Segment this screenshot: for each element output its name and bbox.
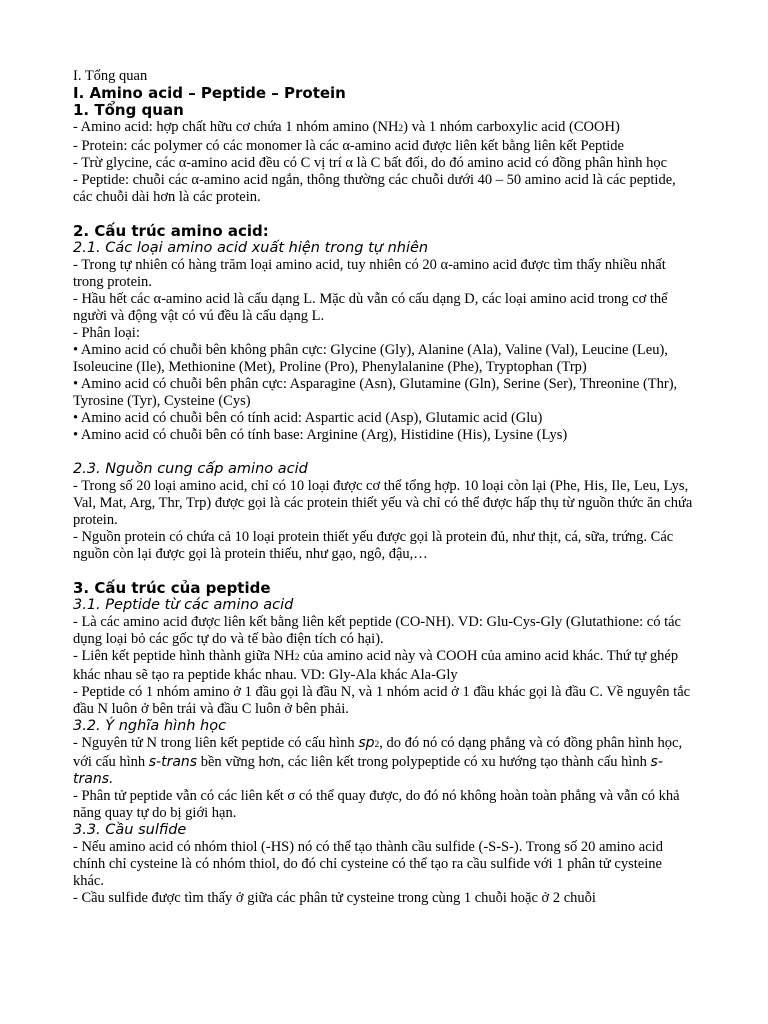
document-title: I. Amino acid – Peptide – Protein bbox=[73, 84, 346, 102]
paragraph: - Nguyên tử N trong liên kết peptide có cấu hình sp2, do đó nó có dạng phẳng và có đồng phân hình học, với cấu hình s-trans bền vững hơn, các liên kết trong polypeptide có xu hướng tạo thành cấu hình s-trans. bbox=[73, 735, 683, 787]
paragraph: - Nếu amino acid có nhóm thiol (-HS) nó có thể tạo thành cầu sulfide (-S-S-). Trong số 20 amino acid chính chỉ cysteine là có nhóm thiol, do đó chỉ cysteine có thể tạo ra cầu sulfide với 1 phân tử cysteine khác. bbox=[73, 839, 663, 889]
paragraph: - Hầu hết các α-amino acid là cấu dạng L. Mặc dù vẫn có cấu dạng D, các loại amino acid trong cơ thể người và động vật có vú đều là cấu dạng L. bbox=[73, 291, 668, 324]
paragraph: - Trong số 20 loại amino acid, chỉ có 10 loại được cơ thể tổng hợp. 10 loại còn lại (Phe, His, Ile, Leu, Lys, Val, Mat, Arg, Thr, Trp) được gọi là các protein thiết yếu và chỉ có thể được hấp thụ từ nguồn thức ăn chứa protein. bbox=[73, 478, 693, 528]
paragraph: - Trừ glycine, các α-amino acid đều có C vị trí α là C bất đối, do đó amino acid có đồng phân hình học bbox=[73, 155, 668, 171]
document-label: I. Tổng quan bbox=[73, 68, 148, 84]
section-1-heading: 1. Tổng quan bbox=[73, 101, 184, 119]
document-content bbox=[73, 68, 693, 907]
subsection-2-1-heading: 2.1. Các loại amino acid xuất hiện trong tự nhiên bbox=[73, 240, 429, 256]
paragraph: - Nguồn protein có chứa cả 10 loại protein thiết yếu được gọi là protein đủ, như thịt, cá, sữa, trứng. Các nguồn còn lại được gọi là protein thiếu, như gạo, ngô, đậu,… bbox=[73, 529, 674, 562]
paragraph: - Peptide: chuỗi các α-amino acid ngắn, thông thường các chuỗi dưới 40 – 50 amino acid là các peptide, các chuỗi dài hơn là các protein. bbox=[73, 172, 676, 205]
paragraph: - Amino acid: hợp chất hữu cơ chứa 1 nhóm amino (NH2) và 1 nhóm carboxylic acid (COOH) bbox=[73, 119, 620, 135]
bullet-item: • Amino acid có chuỗi bên có tính base: Arginine (Arg), Histidine (His), Lysine (Lys) bbox=[73, 427, 568, 443]
subsection-2-3-heading: 2.3. Nguồn cung cấp amino acid bbox=[73, 461, 308, 477]
bullet-item: • Amino acid có chuỗi bên có tính acid: Aspartic acid (Asp), Glutamic acid (Glu) bbox=[73, 410, 543, 426]
subsection-3-3-heading: 3.3. Cầu sulfide bbox=[73, 822, 187, 838]
paragraph: - Peptide có 1 nhóm amino ở 1 đầu gọi là đầu N, và 1 nhóm acid ở 1 đầu khác gọi là đầu C. Về nguyên tắc đầu N luôn ở bên trái và đầu C luôn ở bên phải. bbox=[73, 684, 691, 717]
subsection-3-1-heading: 3.1. Peptide từ các amino acid bbox=[73, 597, 294, 613]
bullet-item: • Amino acid có chuỗi bên không phân cực: Glycine (Gly), Alanine (Ala), Valine (Val), Leucine (Leu), Isoleucine (Ile), Methionine (Met), Proline (Pro), Phenylalanine (Phe), Tryptophan (Trp) bbox=[73, 342, 668, 375]
paragraph: - Liên kết peptide hình thành giữa NH2 của amino acid này và COOH của amino acid khác. Thứ tự ghép khác nhau sẽ tạo ra peptide khác nhau. VD: Gly-Ala khác Ala-Gly bbox=[73, 648, 679, 683]
section-2-heading: 2. Cấu trúc amino acid: bbox=[73, 222, 269, 240]
bullet-item: • Amino acid có chuỗi bên phân cực: Asparagine (Asn), Glutamine (Gln), Serine (Ser), Threonine (Thr), Tyrosine (Tyr), Cysteine (Cys) bbox=[73, 376, 678, 409]
paragraph: - Trong tự nhiên có hàng trăm loại amino acid, tuy nhiên có 20 α-amino acid được tìm thấy nhiều nhất trong protein. bbox=[73, 257, 666, 290]
subsection-3-2-heading: 3.2. Ý nghĩa hình học bbox=[73, 718, 227, 734]
paragraph: - Cầu sulfide được tìm thấy ở giữa các phân tử cysteine trong cùng 1 chuỗi hoặc ở 2 chuỗi bbox=[73, 890, 596, 906]
paragraph: - Là các amino acid được liên kết bằng liên kết peptide (CO-NH). VD: Glu-Cys-Gly (Glutathione: có tác dụng loại bỏ các gốc tự do và tế bào điện tích có hại). bbox=[73, 614, 681, 647]
paragraph: - Phân loại: bbox=[73, 325, 140, 341]
paragraph: - Protein: các polymer có các monomer là các α-amino acid được liên kết bằng liên kết Peptide bbox=[73, 138, 624, 154]
section-3-heading: 3. Cấu trúc của peptide bbox=[73, 579, 271, 597]
paragraph: - Phân tử peptide vẫn có các liên kết σ có thể quay được, do đó nó không hoàn toàn phẳng và vẫn có khả năng quay tự do bị giới hạn. bbox=[73, 788, 680, 821]
